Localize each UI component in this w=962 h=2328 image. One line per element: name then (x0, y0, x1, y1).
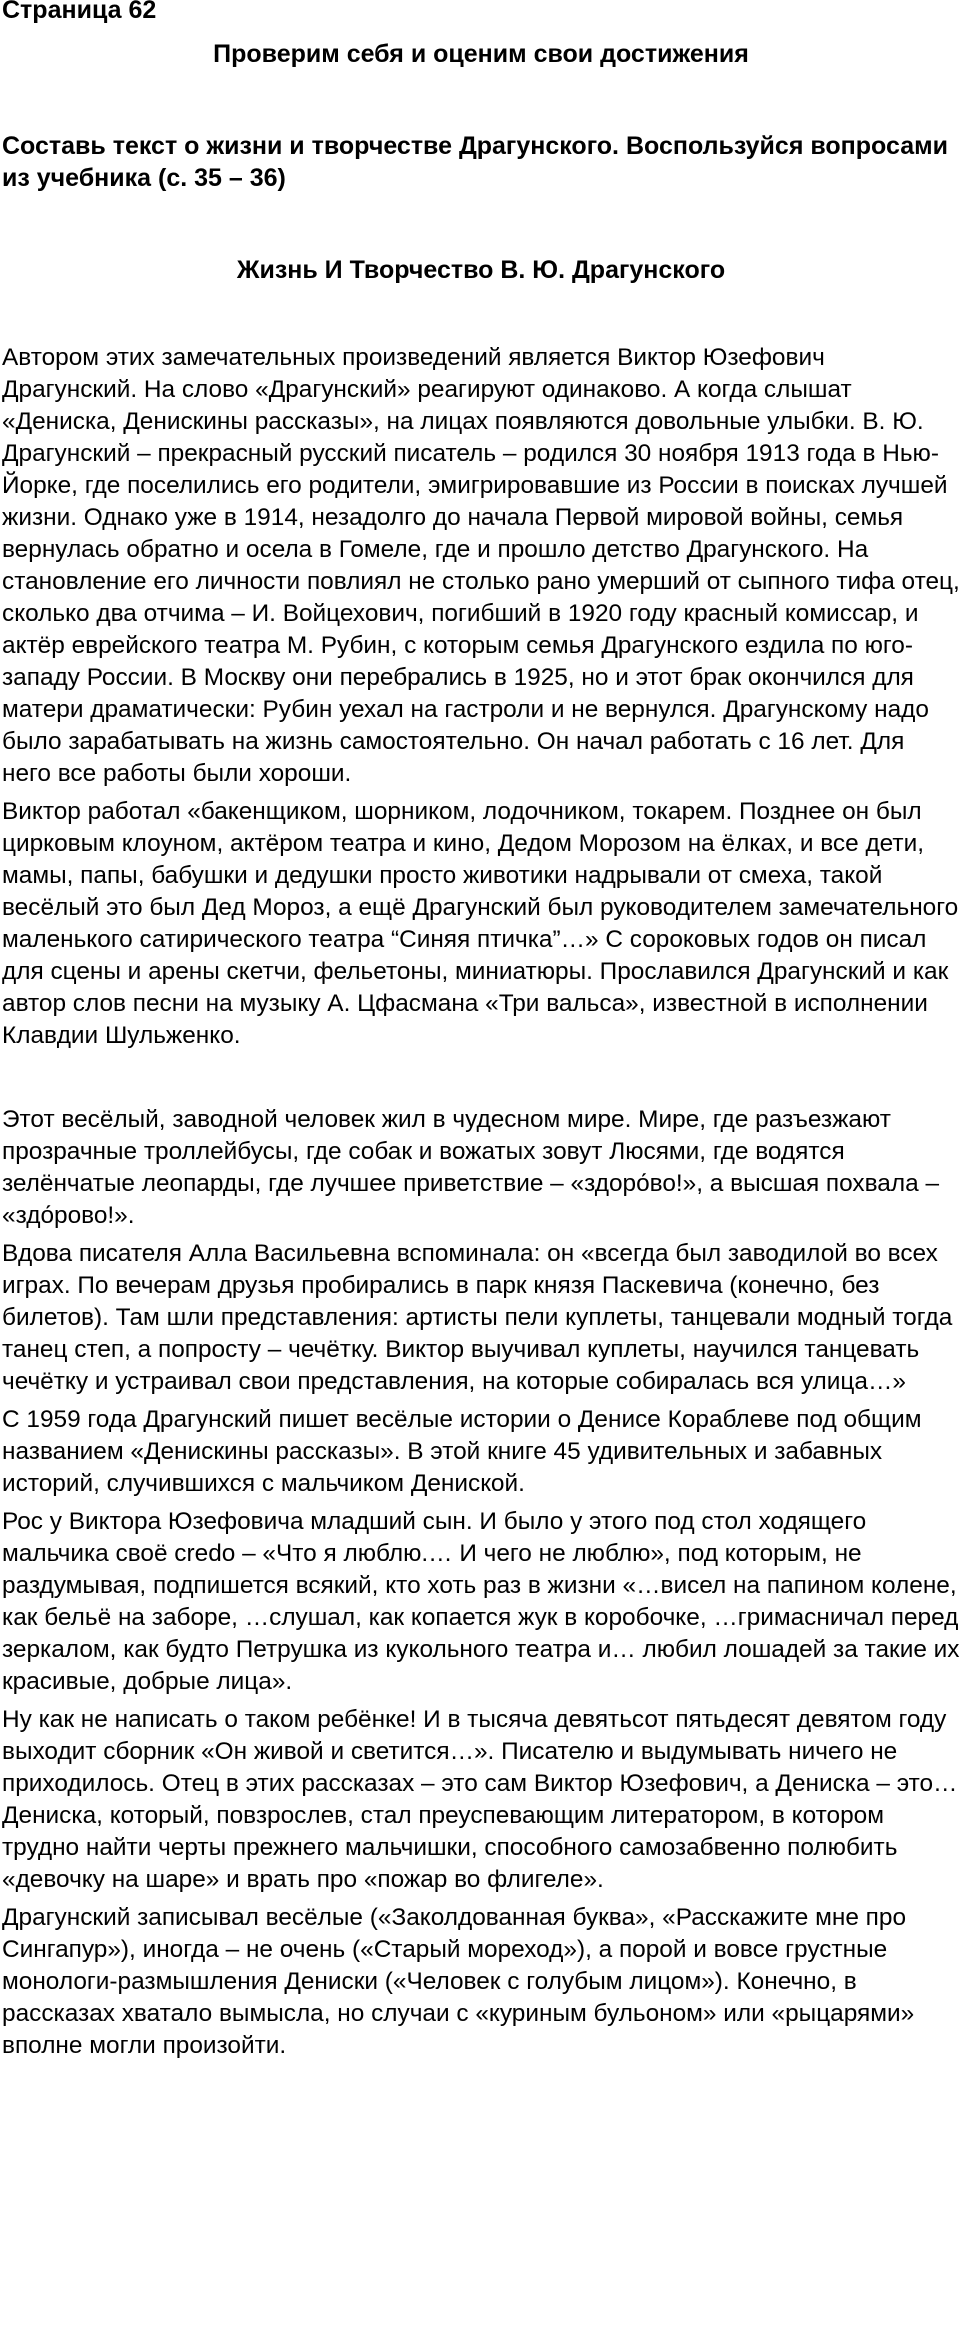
essay-body (2, 342, 960, 2068)
section-title: Проверим себя и оценим свои достижения (213, 40, 749, 68)
essay-paragraph: Рос у Виктора Юзефовича младший сын. И было у этого под стол ходящего мальчика своё credo – «Что я люблю.… И чего не люблю», под которым, не раздумывая, подпишется всякий, кто хоть раз в жизни «…висел на папином колене, как бельё на заборе, …слушал, как копается жук в коробочке, …гримасничал перед зеркалом, как будто Петрушка из кукольного театра и… любил лошадей за такие их красивые, добрые лица». (2, 1508, 960, 1695)
essay-paragraph: Ну как не написать о таком ребёнке! И в тысяча девятьсот пятьдесят девятом году выходит сборник «Он живой и светится…». Писателю и выдумывать ничего не приходилось. Отец в этих рассказах – это сам Виктор Юзефович, а Дениска – это… Дениска, который, повзрослев, стал преуспевающим литератором, в котором трудно найти черты прежнего мальчишки, способного самозабвенно полюбить «девочку на шаре» и врать про «пожар во флигеле». (2, 1706, 958, 1893)
essay-paragraph: Автором этих замечательных произведений является Виктор Юзефович Драгунский. На слово «Драгунский» реагируют одинаково. А когда слышат «Дениска, Денискины рассказы», на лицах появляются довольные улыбки. В. Ю. Драгунский – прекрасный русский писатель – родился 30 ноября 1913 года в Нью-Йорке, где поселились его родители, эмигрировавшие из России в поисках лучшей жизни. Однако уже в 1914, незадолго до начала Первой мировой войны, семья вернулась обратно и осела в Гомеле, где и прошло детство Драгунского. На становление его личности повлиял не столько рано умерший от сыпного тифа отец, сколько два отчима – И. Войцехович, погибший в 1920 году красный комиссар, и актёр еврейского театра М. Рубин, с которым семья Драгунского ездила по юго-западу России. В Москву они перебрались в 1925, но и этот брак окончился для матери драматически: Рубин уехал на гастроли и не вернулся. Драгунскому надо было зарабатывать на жизнь самостоятельно. Он начал работать с 16 лет. Для него все работы были хороши. (2, 344, 960, 787)
essay-title: Жизнь И Творчество В. Ю. Драгунского (236, 256, 726, 284)
essay-paragraph: Вдова писателя Алла Васильевна вспоминала: он «всегда был заводилой во всех играх. По вечерам друзья пробирались в парк князя Паскевича (конечно, без билетов). Там шли представления: артисты пели куплеты, танцевали модный тогда танец степ, а попросту – чечётку. Виктор выучивал куплеты, научился танцевать чечётку и устраивал свои представления, на которые собиралась вся улица…» (2, 1240, 953, 1395)
essay-paragraph: С 1959 года Драгунский пишет весёлые истории о Денисе Кораблеве под общим названием «Денискины рассказы». В этой книге 45 удивительных и забавных историй, случившихся с мальчиком Денискoй. (2, 1406, 922, 1497)
essay-paragraph: Виктор работал «бакенщиком, шорником, лодочником, токарем. Позднее он был цирковым клоуном, актёром театра и кино, Дедом Морозом на ёлках, и все дети, мамы, папы, бабушки и дедушки просто животики надрывали от смеха, такой весёлый это был Дед Мороз, а ещё Драгунский был руководителем замечательного маленького сатирического театра “Синяя птичка”…» С сороковых годов он писал для сцены и арены скетчи, фельетоны, миниатюры. Прославился Драгунский и как автор слов песни на музыку А. Цфасмана «Три вальса», известной в исполнении Клавдии Шульженко. (2, 798, 959, 1049)
essay-paragraph: Драгунский записывал весёлые («Заколдованная буква», «Расскажите мне про Сингапур»), иногда – не очень («Старый мореход»), а порой и вовсе грустные монологи-размышления Дениски («Человек с голубым лицом»). Конечно, в рассказах хватало вымысла, но случаи с «куриным бульоном» или «рыцарями» вполне могли произойти. (2, 1904, 915, 2059)
page-number: Страница 62 (2, 0, 157, 24)
task-text: Составь текст о жизни и творчестве Драгунского. Воспользуйся вопросами из учебника (с. 35 – 36) (2, 132, 948, 192)
essay-paragraph: Этот весёлый, заводной человек жил в чудесном мире. Мире, где разъезжают прозрачные троллейбусы, где собак и вожатых зовут Люсями, где водятся зелёнчатые леопарды, где лучшее приветствие – «здоро́во!», а высшая похвала – «здо́рово!». (2, 1106, 940, 1229)
